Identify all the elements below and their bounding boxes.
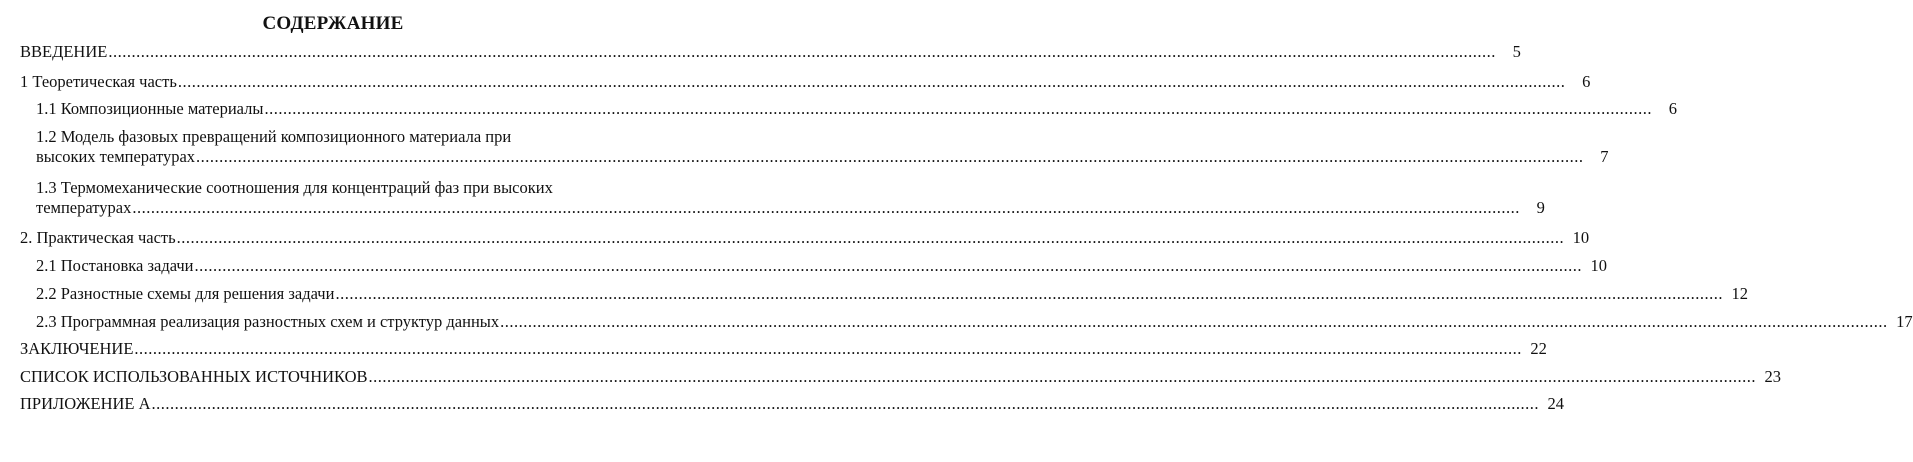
toc-entry-text-line1: 1.3 Термомеханические соотношения для концентраций фаз при высоких [36, 178, 553, 197]
toc-leader-dots: ............................................................................................................................................................................................................................................................................................................ [500, 312, 1888, 331]
toc-entry-chapter-2 [20, 228, 1590, 248]
toc-entry-appendix-a [20, 394, 1565, 414]
toc-entry-text: 2.3 Программная реализация разностных схем и структур данных [36, 312, 500, 331]
toc-entry-text: ПРИЛОЖЕНИЕ А [20, 394, 151, 413]
toc-entry-text: температурах [36, 198, 132, 217]
toc-entry-introduction [20, 42, 1521, 62]
toc-page-number: 22 [1530, 339, 1547, 358]
toc-entry-text-line1: 1.2 Модель фазовых превращений композиционного материала при [36, 127, 512, 146]
toc-page-number: 5 [1512, 42, 1521, 61]
toc-entry-text: СПИСОК ИСПОЛЬЗОВАННЫХ ИСТОЧНИКОВ [20, 367, 368, 386]
toc-page-number: 9 [1536, 198, 1545, 217]
toc-page-number: 10 [1590, 256, 1607, 275]
toc-entry-2-2 [36, 284, 1748, 304]
toc-leader-dots: ............................................................................................................................................................................................................................................................................................................ [368, 367, 1757, 386]
toc-leader-dots: ............................................................................................................................................................................................................................................................................................................ [132, 198, 1520, 217]
toc-leader-dots: ............................................................................................................................................................................................................................................................................................................ [134, 339, 1522, 358]
toc-entry-text: ВВЕДЕНИЕ [20, 42, 108, 61]
toc-entry-1-1 [36, 99, 1677, 119]
toc-entry-text: 2. Практическая часть [20, 228, 176, 247]
toc-leader-dots: ............................................................................................................................................................................................................................................................................................................ [194, 256, 1582, 275]
toc-entry-text: ЗАКЛЮЧЕНИЕ [20, 339, 134, 358]
toc-entry-1-2 [36, 127, 1609, 167]
toc-entry-chapter-1 [20, 72, 1591, 92]
toc-leader-dots: ............................................................................................................................................................................................................................................................................................................ [108, 42, 1496, 61]
toc-page-number: 24 [1547, 394, 1565, 413]
toc-page-number: 6 [1582, 72, 1591, 91]
toc-entry-references [20, 367, 1782, 387]
toc-leader-dots: ............................................................................................................................................................................................................................................................................................................ [151, 394, 1540, 413]
toc-entry-text: 2.2 Разностные схемы для решения задачи [36, 284, 335, 303]
toc-page-number: 23 [1764, 367, 1782, 386]
toc-entry-conclusion [20, 339, 1547, 359]
toc-entry-text: 1 Теоретическая часть [20, 72, 177, 91]
toc-page-number: 7 [1600, 147, 1609, 166]
toc-leader-dots: ............................................................................................................................................................................................................................................................................................................ [264, 99, 1652, 118]
toc-entry-text: 2.1 Постановка задачи [36, 256, 194, 275]
toc-page-number: 17 [1896, 312, 1913, 331]
toc-entry-2-1 [36, 256, 1607, 276]
page-title: СОДЕРЖАНИЕ [262, 13, 404, 34]
toc-leader-dots: ............................................................................................................................................................................................................................................................................................................ [176, 228, 1565, 247]
toc-entry-2-3 [36, 312, 1913, 332]
toc-page-number: 6 [1668, 99, 1677, 118]
toc-entry-1-3 [36, 178, 1545, 218]
toc-page-number: 12 [1731, 284, 1748, 303]
toc-leader-dots: ............................................................................................................................................................................................................................................................................................................ [196, 147, 1584, 166]
toc-entry-text: высоких температурах [36, 147, 196, 166]
toc-leader-dots: ............................................................................................................................................................................................................................................................................................................ [177, 72, 1566, 91]
toc-page-number: 10 [1572, 228, 1590, 247]
toc-leader-dots: ............................................................................................................................................................................................................................................................................................................ [335, 284, 1723, 303]
toc-entry-text: 1.1 Композиционные материалы [36, 99, 264, 118]
